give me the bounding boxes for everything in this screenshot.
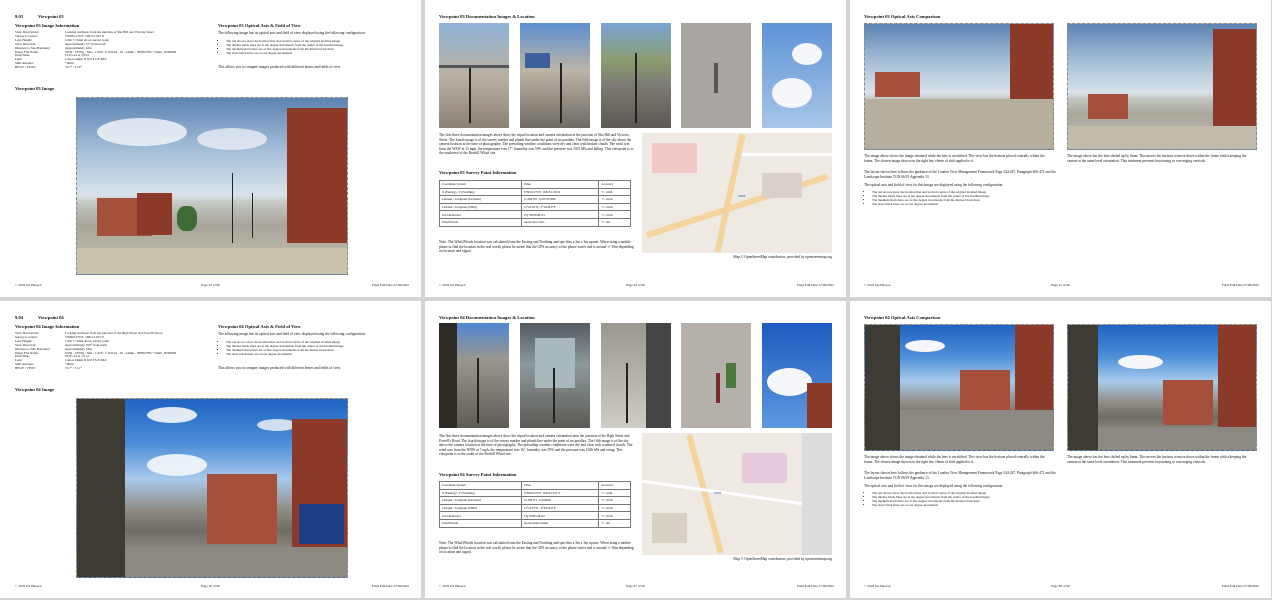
optical-outro: This allows you to compare images produced with different lenses and fields of view.	[218, 366, 341, 370]
doc-photo-3	[601, 323, 671, 428]
footer-page-number: Page 25 of 90	[1051, 283, 1070, 287]
page-23	[0, 0, 421, 297]
image-info-table: View Description: Looking northeast from the junction of Sho Hill and Victoria Street Survey Location: 576032.170 E, 168131.195 N Lens Height: 1.6m +/-5mm above survey point View Direction: Approximately 57° from north Distance to Site Boundary: Approximately 42m Image File Name: SWR - VP03g - Shtr - 1/200 - f/10.0/22 - IS - 24mm - 5808x3785 +.6mm_NZ00966 Date/Time: 15-05-22 at 15:04 Lens: Canon 24mm II f2.8 TS-E Mk3 Shift Amount: +6mm HFOV / VFOV: 72.7° / 51.6°	[15, 30, 177, 70]
doc-photo-3	[601, 23, 671, 128]
w3w-note: Note: The What3Words location was calculated from the Easting and Northing and specifies a 3m x 3m square. When using a mobile phone to find the location in the real world, please be aware that the GPS accuracy of the phone varies and is around +/-10m depending on location and signal.	[439, 240, 634, 253]
footer-copyright: © 2022 Ian Heeson	[439, 584, 466, 588]
map-viewpoint-label: VP03	[738, 194, 746, 198]
doc-photo-2	[520, 323, 590, 428]
map-credit: Map © OpenStreetMap contributors, provided by openstreetmap.org	[733, 255, 832, 259]
footer-copyright: © 2022 Ian Heeson	[15, 283, 42, 287]
doc-photo-2	[520, 23, 590, 128]
unshifted-photo	[864, 324, 1054, 451]
footer-page-number: Page 26 of 90	[201, 584, 220, 588]
config-bullets: • The red arrows show the horizon line and vertical centre of the original levelled image • The thicker black lines are at ten degree increments from the centre of the levelled image • The medium black lines are at five degree increments from the thicker black lines • The short black lines are at one degree increments	[864, 190, 1064, 206]
page-26	[0, 301, 421, 598]
config-bullets: • The red arrows show the horizon line and vertical centre of the original levelled image • The thicker black lines are at ten degree increments from the centre of the levelled image • The medium black lines are at five degree increments from the thicker black lines • The short black lines are at one degree increments	[864, 491, 1064, 507]
doc-paragraph: The first three documentation images above show the tripod location and camera orientation at the junction of Sho Hill and Victoria Street. The fourth image is of the survey marker and plumb line under the point of no parallax. The fifth image is of the sky above the camera location at the time of photography. The prevailing weather conditions were dry and clear with broken clouds. The wind was from the WSW at 13 mph, the temperature was 17°, humidity was 59% and the pressure was 1021 hPa and falling. This viewpoint is to the southwest of the Bexhill Wharf site.	[439, 133, 634, 155]
map-credit: Map © OpenStreetMap contributors, provided by openstreetmap.org	[733, 557, 832, 561]
doc-photo-survey-marker	[681, 23, 751, 128]
comparison-heading: Viewpoint 04 Optical Axis Comparison	[864, 315, 941, 320]
optical-heading: Viewpoint 03 Optical Axis & Field of View	[218, 23, 301, 28]
optical-intro: The following image has its optical axis and field of view displayed using the following configuration:	[218, 332, 366, 336]
viewpoint-photo	[76, 398, 348, 578]
map-viewpoint-label: VP04	[714, 491, 722, 495]
page-24	[425, 0, 846, 297]
location-map	[642, 133, 832, 253]
section-number: 9.03	[15, 14, 24, 19]
doc-photo-sky	[762, 323, 832, 428]
doc-photo-sky	[762, 23, 832, 128]
location-map	[642, 433, 832, 555]
footer-page-number: Page 28 of 90	[1051, 584, 1070, 588]
optical-intro: The following image has its optical axis and field of view displayed using the following configuration:	[218, 31, 366, 35]
footer-edit-date: Final Edit Date 27/06/2022	[1221, 283, 1259, 287]
survey-point-heading: Viewpoint 04 Survey Point Information	[439, 472, 517, 477]
footer-edit-date: Final Edit Date 27/06/2022	[371, 283, 409, 287]
doc-photo-survey-marker	[681, 323, 751, 428]
survey-point-table: Coordinate System Value Accuracy X (Easting) , Y (Northing) 576003.270 E, 168112.255 N +/- 1mm Latitude / Longitude (Decimal) 51.382173 , 0.506936 +/- 10cm Latitude / Longitude (DMS) 51°22'55"N , 0°30'24.9"E +/- 10cm Grid Reference TQ 76003 68112 +/- 10cm What3Words bronze.shine.drums +/- 3m	[439, 481, 631, 528]
footer-copyright: © 2022 Ian Heeson	[439, 283, 466, 287]
image-heading: Viewpoint 04 Image	[15, 387, 55, 392]
info-heading: Viewpoint 04 Image Information	[15, 324, 80, 329]
optical-bullets: • The red arrows show the horizon line and vertical centre of the original levelled image • The thicker black lines are at ten degree increments from the centre of the levelled image • The medium black lines are at five degree increments from the thicker black lines • The short black lines are at one degree increments	[218, 340, 408, 356]
shifted-photo	[1067, 324, 1257, 451]
footer-page-number: Page 27 of 90	[626, 584, 645, 588]
footer-copyright: © 2022 Ian Heeson	[15, 584, 42, 588]
footer-page-number: Page 24 of 90	[626, 283, 645, 287]
page-25	[850, 0, 1271, 297]
guidance-paragraph: The layout shown here follows the guidance of the London View Management Framework Page 244-247, Paragraph 466-472 and the Landscape Institute TGN 06/19 Appendix 13.	[864, 471, 1056, 480]
info-heading: Viewpoint 03 Image Information	[15, 23, 80, 28]
section-number: 9.04	[15, 315, 24, 320]
unshifted-caption: The image above shows the image obtained while the lens is un-shifted. This view has the horizon placed centrally within the frame. The chosen image shown on the right has +6mm of shift applied to it.	[864, 154, 1045, 163]
config-intro: The optical axis and field of view for this image are displayed using the following configuration:	[864, 484, 1004, 488]
doc-photo-1	[439, 23, 509, 128]
survey-point-heading: Viewpoint 03 Survey Point Information	[439, 170, 517, 175]
footer-copyright: © 2022 Ian Heeson	[864, 283, 891, 287]
footer-edit-date: Final Edit Date 27/06/2022	[796, 283, 834, 287]
optical-bullets: • The red arrows show the horizon line and vertical centre of the original levelled image • The thicker black lines are at ten degree increments from the centre of the levelled image • The medium black lines are at five degree increments from the thicker black lines • The short black lines are at one degree increments	[218, 39, 408, 55]
shifted-caption: The image above has the lens shifted up by 6mm. This moves the horizon to move down within the frame whilst keeping the camera at the same level orientation. This treatment prevents keystoning or converging verticals.	[1067, 154, 1247, 163]
config-intro: The optical axis and field of view for this image are displayed using the following configuration:	[864, 183, 1004, 187]
doc-photo-1	[439, 323, 509, 428]
image-heading: Viewpoint 03 Image	[15, 86, 55, 91]
w3w-note: Note: The What3Words location was calculated from the Easting and Northing and specifies a 3m x 3m square. When using a mobile phone to find the location in the real world, please be aware that the GPS accuracy of the phone varies and is around +/-10m depending on location and signal.	[439, 541, 634, 554]
section-title: Viewpoint 04	[38, 315, 64, 320]
guidance-paragraph: The layout shown here follows the guidance of the London View Management Framework Page 244-247, Paragraph 466-472 and the Landscape Institute TGN 06/19 Appendix 13.	[864, 170, 1056, 179]
section-title: Viewpoint 03	[38, 14, 64, 19]
doc-heading: Viewpoint 03 Documentation Images & Location	[439, 14, 535, 19]
comparison-heading: Viewpoint 03 Optical Axis Comparison	[864, 14, 941, 19]
unshifted-photo	[864, 23, 1054, 150]
image-info-table: View Description: Looking northeast from the junction of the High Street and Powell's Road Survey Location: 576003.270 E, 168112.255 N Lens Height: 1.6m +/-5mm above survey point View Direction: Approximately 350° from north Distance to Site Boundary: Approximately 53m Image File Name: SWR - VP04g - Shtr - 1/250 - f/10.0/22 - IS - 24mm - 5808x3785 +.6mm_NZ00966 Date/Time: 05-05-22 at 15:14 Lens: Canon 24mm II f2.8 TS-E Mk3 Shift Amount: +6mm HFOV / VFOV: 72.7° / 51.1°	[15, 331, 177, 371]
optical-outro: This allows you to compare images produced with different lenses and fields of view.	[218, 65, 341, 69]
page-28	[850, 301, 1271, 598]
shifted-photo	[1067, 23, 1257, 150]
footer-page-number: Page 23 of 90	[201, 283, 220, 287]
shifted-caption: The image above has the lens shifted up by 6mm. This moves the horizon to move down within the frame whilst keeping the camera at the same level orientation. This treatment prevents keystoning or converging verticals.	[1067, 455, 1247, 464]
footer-edit-date: Final Edit Date 27/06/2022	[796, 584, 834, 588]
survey-point-table: Coordinate System Value Accuracy X (Easting) , Y (Northing) 576032.170 E, 168131.195 N +/- 1mm Latitude / Longitude (Decimal) 51.382376 , 0.507357089 +/- 10cm Latitude / Longitude (DMS) 51°22'56"N , 0°30'26.0"E +/- 10cm Grid Reference TQ 76030 68131 +/- 10cm What3Words south.view.waits +/- 3m	[439, 180, 631, 227]
unshifted-caption: The image above shows the image obtained while the lens is un-shifted. This view has the horizon placed centrally within the frame. The chosen image shown on the right has +6mm of shift applied to it.	[864, 455, 1045, 464]
footer-edit-date: Final Edit Date 27/06/2022	[1221, 584, 1259, 588]
optical-heading: Viewpoint 04 Optical Axis & Field of View	[218, 324, 301, 329]
footer-copyright: © 2022 Ian Heeson	[864, 584, 891, 588]
doc-paragraph: The first three documentation images above show the tripod location and camera orientation near the junction of the High Street and Powell's Road. The fourth image is of the survey marker and plumb line under the point of no parallax. The fifth image is of the sky above the camera location at the time of photography. The prevailing weather conditions were dry and clear with scattered clouds. The wind was from the NNW at 7 mph, the temperature was 16°, humidity was 59% and the pressure was 1026 hPa and rising. This viewpoint is to the south of the Bexhill Wharf site.	[439, 434, 633, 456]
footer-edit-date: Final Edit Date 27/06/2022	[371, 584, 409, 588]
doc-heading: Viewpoint 04 Documentation Images & Location	[439, 315, 535, 320]
viewpoint-photo	[76, 97, 348, 275]
page-27	[425, 301, 846, 598]
